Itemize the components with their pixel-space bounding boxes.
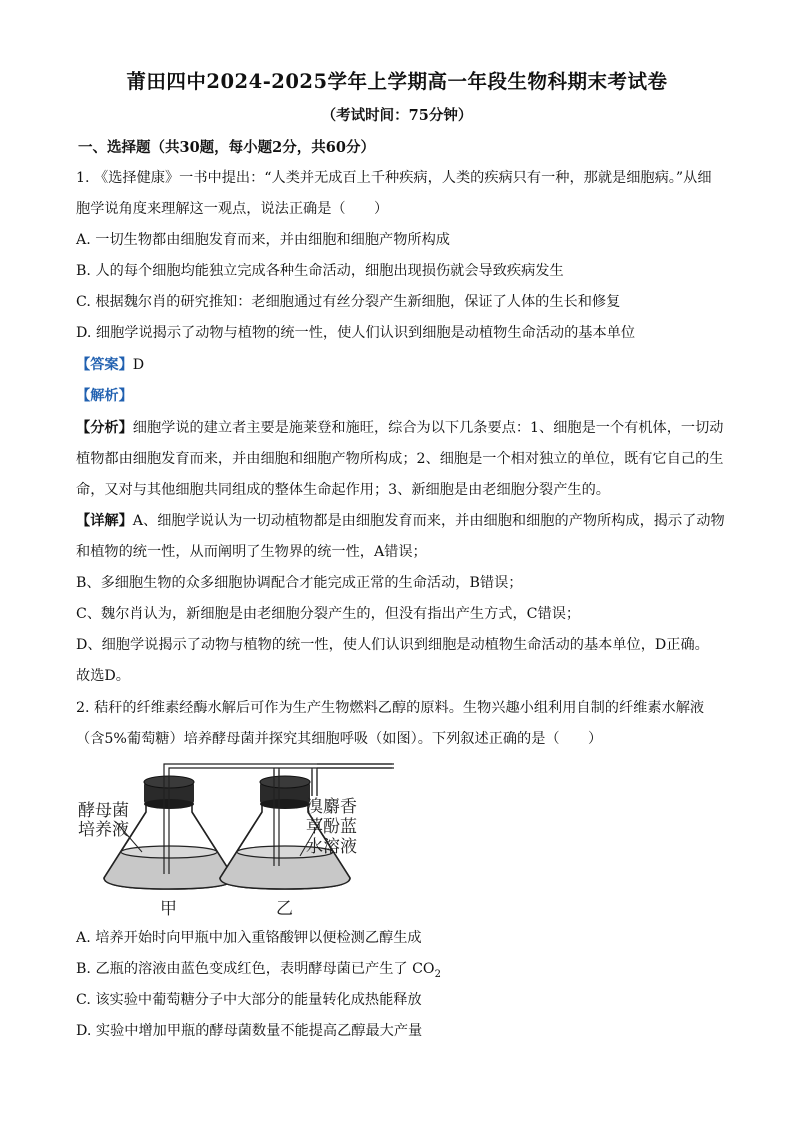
q1-xiangjie-line-1 bbox=[76, 511, 725, 531]
q1-conclusion: 故选D。 bbox=[76, 668, 130, 684]
answer-label: 【答案】 bbox=[76, 357, 133, 373]
co2-subscript: 2 bbox=[434, 968, 441, 980]
q2-option-c: C. 该实验中葡萄糖分子中大部分的能量转化成热能释放 bbox=[76, 992, 422, 1008]
fenxi-text-1: 细胞学说的建立者主要是施莱登和施旺，综合为以下几条要点：1、细胞是一个有机体，一切动 bbox=[132, 420, 724, 436]
q2-option-b bbox=[76, 959, 441, 985]
q1-option-c: C. 根据魏尔肖的研究推知：老细胞通过有丝分裂产生新细胞，保证了人体的生长和修复 bbox=[76, 294, 621, 310]
q2-option-d: D. 实验中增加甲瓶的酵母菌数量不能提高乙醇最大产量 bbox=[76, 1023, 423, 1039]
q1-analysis-label bbox=[76, 386, 133, 406]
q2-stem-line-1: 2. 秸秆的纤维素经酶水解后可作为生产生物燃料乙醇的原料。生物兴趣小组利用自制的纤维素水解液 bbox=[76, 700, 705, 716]
answer-value: D bbox=[132, 357, 145, 373]
exam-time: （考试时间：75分钟） bbox=[321, 107, 473, 124]
q2-option-a: A. 培养开始时向甲瓶中加入重铬酸钾以便检测乙醇生成 bbox=[76, 930, 422, 946]
label-yeast-culture-1: 酵母菌 bbox=[78, 801, 129, 821]
q1-fenxi-line-1 bbox=[76, 418, 723, 438]
q1-answer bbox=[76, 355, 144, 375]
flask-a-label: 甲 bbox=[160, 899, 177, 919]
q1-fenxi-line-3: 命，又对与其他细胞共同组成的整体生命起作用；3、新细胞是由老细胞分裂产生的。 bbox=[76, 482, 610, 498]
flask-apparatus-figure bbox=[74, 756, 394, 921]
flask-b-label: 乙 bbox=[276, 899, 293, 919]
q2-option-b-text: B. 乙瓶的溶液由蓝色变成红色，表明酵母菌已产生了 CO bbox=[76, 961, 435, 977]
exam-title: 莆田四中2024-2025学年上学期高一年段生物科期末考试卷 bbox=[126, 70, 668, 93]
q1-xiangjie-line-3: B、多细胞生物的众多细胞协调配合才能完成正常的生命活动，B错误； bbox=[76, 575, 523, 591]
q1-fenxi-line-2: 植物都由细胞发育而来，并由细胞和细胞产物所构成；2、细胞是一个相对独立的单位，既有它自己的生 bbox=[76, 451, 724, 467]
q1-xiangjie-line-2: 和植物的统一性，从而阐明了生物界的统一性，A错误； bbox=[76, 544, 427, 560]
q1-xiangjie-line-4: C、魏尔肖认为，新细胞是由老细胞分裂产生的，但没有指出产生方式，C错误； bbox=[76, 606, 581, 622]
q1-stem-line-1: 1. 《选择健康》一书中提出：“人类并无成百上千种疾病，人类的疾病只有一种，那就是细胞病。”从细 bbox=[76, 170, 712, 186]
fenxi-label: 【分析】 bbox=[76, 420, 133, 436]
q2-stem-line-2: （含5%葡萄糖）培养酵母菌并探究其细胞呼吸（如图）。下列叙述正确的是（ ） bbox=[76, 731, 603, 747]
section-heading: 一、选择题（共30题，每小题2分，共60分） bbox=[78, 139, 375, 156]
xiangjie-text-1: A、细胞学说认为一切动植物都是由细胞发育而来，并由细胞和细胞的产物所构成，揭示了动物 bbox=[132, 513, 725, 529]
q1-option-b: B. 人的每个细胞均能独立完成各种生命活动，细胞出现损伤就会导致疾病发生 bbox=[76, 263, 564, 279]
label-bromothymol-1: 溴麝香 bbox=[306, 797, 357, 817]
q1-option-d: D. 细胞学说揭示了动物与植物的统一性，使人们认识到细胞是动植物生命活动的基本单位 bbox=[76, 325, 636, 341]
label-bromothymol-2: 草酚蓝 bbox=[306, 817, 357, 837]
q1-stem-line-2: 胞学说角度来理解这一观点，说法正确是（ ） bbox=[76, 201, 389, 217]
q1-option-a: A. 一切生物都由细胞发育而来，并由细胞和细胞产物所构成 bbox=[76, 232, 450, 248]
label-bromothymol-3: 水溶液 bbox=[306, 837, 357, 857]
label-yeast-culture-2: 培养液 bbox=[78, 820, 129, 840]
xiangjie-label: 【详解】 bbox=[76, 513, 133, 529]
analysis-label: 【解析】 bbox=[76, 388, 133, 404]
q1-xiangjie-line-5: D、细胞学说揭示了动物与植物的统一性，使人们认识到细胞是动植物生命活动的基本单位，D正确。 bbox=[76, 637, 709, 653]
